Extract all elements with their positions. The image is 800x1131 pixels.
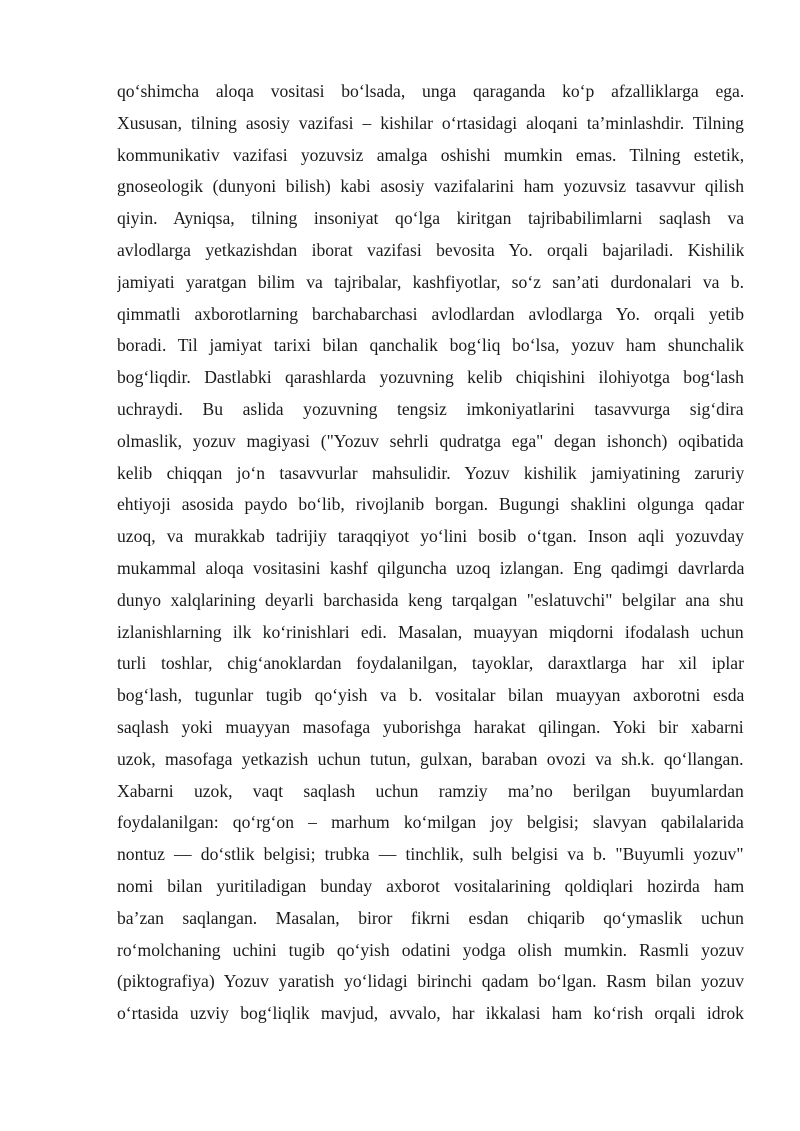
text-line: jamiyati yaratgan bilim va tajribalar, kashfiyotlar, so‘z san’ati durdonalari va b.: [117, 271, 744, 292]
text-line: gnoseologik (dunyoni bilish) kabi asosiy vazifalarini ham yozuvsiz tasavvur qilish: [117, 176, 744, 197]
text-line: avlodlarga yetkazishdan iborat vazifasi bevosita Yo. orqali bajariladi. Kishilik: [117, 239, 744, 260]
text-line: mukammal aloqa vositasini kashf qilguncha uzoq izlangan. Eng qadimgi davrlarda: [117, 557, 744, 578]
text-line: uzok, masofaga yetkazish uchun tutun, gulxan, baraban ovozi va sh.k. qo‘llangan.: [117, 748, 744, 769]
text-line: bog‘lash, tugunlar tugib qo‘yish va b. vositalar bilan muayyan axborotni esda: [117, 685, 744, 706]
text-line: qiyin. Ayniqsa, tilning insoniyat qo‘lga kiritgan tajribabilimlarni saqlash va: [117, 208, 744, 229]
text-line: (piktografiya) Yozuv yaratish yo‘lidagi birinchi qadam bo‘lgan. Rasm bilan yozuv: [117, 971, 744, 992]
text-line: qimmatli axborotlarning barchabarchasi avlodlardan avlodlarga Yo. orqali yetib: [117, 303, 744, 324]
text-line: Xabarni uzok, vaqt saqlash uchun ramziy ma’no berilgan buyumlardan: [117, 780, 744, 801]
text-line: nomi bilan yuritiladigan bunday axborot vositalarining qoldiqlari hozirda ham: [117, 875, 744, 896]
text-line: saqlash yoki muayyan masofaga yuborishga harakat qilingan. Yoki bir xabarni: [117, 716, 744, 737]
text-line: bog‘liqdir. Dastlabki qarashlarda yozuvning kelib chiqishini ilohiyotga bog‘lash: [117, 367, 744, 388]
text-line: turli toshlar, chig‘anoklardan foydalanilgan, tayoklar, daraxtlarga har xil iplar: [117, 653, 744, 674]
text-line: olmaslik, yozuv magiyasi ("Yozuv sehrli qudratga ega" degan ishonch) oqibatida: [117, 430, 744, 451]
text-line: izlanishlarning ilk ko‘rinishlari edi. Masalan, muayyan miqdorni ifodalash uchun: [117, 621, 744, 642]
text-line: uchraydi. Bu aslida yozuvning tengsiz imkoniyatlarini tasavvurga sig‘dira: [117, 398, 744, 419]
text-line: dunyo xalqlarining deyarli barchasida keng tarqalgan "eslatuvchi" belgilar ana shu: [117, 589, 744, 610]
text-line: o‘rtasida uzviy bog‘liqlik mavjud, avvalo, har ikkalasi ham ko‘rish orqali idrok: [117, 1003, 744, 1024]
text-line: ro‘molchaning uchini tugib qo‘yish odatini yodga olish mumkin. Rasmli yozuv: [117, 939, 744, 960]
text-line: foydalanilgan: qo‘rg‘on – marhum ko‘milgan joy belgisi; slavyan qabilalarida: [117, 812, 744, 833]
text-line: Xususan, tilning asosiy vazifasi – kishilar o‘rtasidagi aloqani ta’minlashdir. Tilning: [117, 112, 744, 133]
text-line: uzoq, va murakkab tadrijiy taraqqiyot yo‘lini bosib o‘tgan. Inson aqli yozuvday: [117, 526, 744, 547]
text-line: ba’zan saqlangan. Masalan, biror fikrni esdan chiqarib qo‘ymaslik uchun: [117, 907, 744, 928]
text-line: boradi. Til jamiyat tarixi bilan qanchalik bog‘liq bo‘lsa, yozuv ham shunchalik: [117, 335, 744, 356]
text-line: kommunikativ vazifasi yozuvsiz amalga oshishi mumkin emas. Tilning estetik,: [117, 144, 744, 165]
body-text: [117, 76, 744, 1030]
text-line: qo‘shimcha aloqa vositasi bo‘lsada, unga qaraganda ko‘p afzalliklarga ega.: [117, 81, 744, 101]
text-line: nontuz — do‘stlik belgisi; trubka — tinchlik, sulh belgisi va b. "Buyumli yozuv": [117, 844, 744, 865]
text-line: kelib chiqqan jo‘n tasavvurlar mahsulidir. Yozuv kishilik jamiyatining zaruriy: [117, 462, 744, 483]
text-line: ehtiyoji asosida paydo bo‘lib, rivojlanib borgan. Bugungi shaklini olgunga qadar: [117, 494, 744, 515]
